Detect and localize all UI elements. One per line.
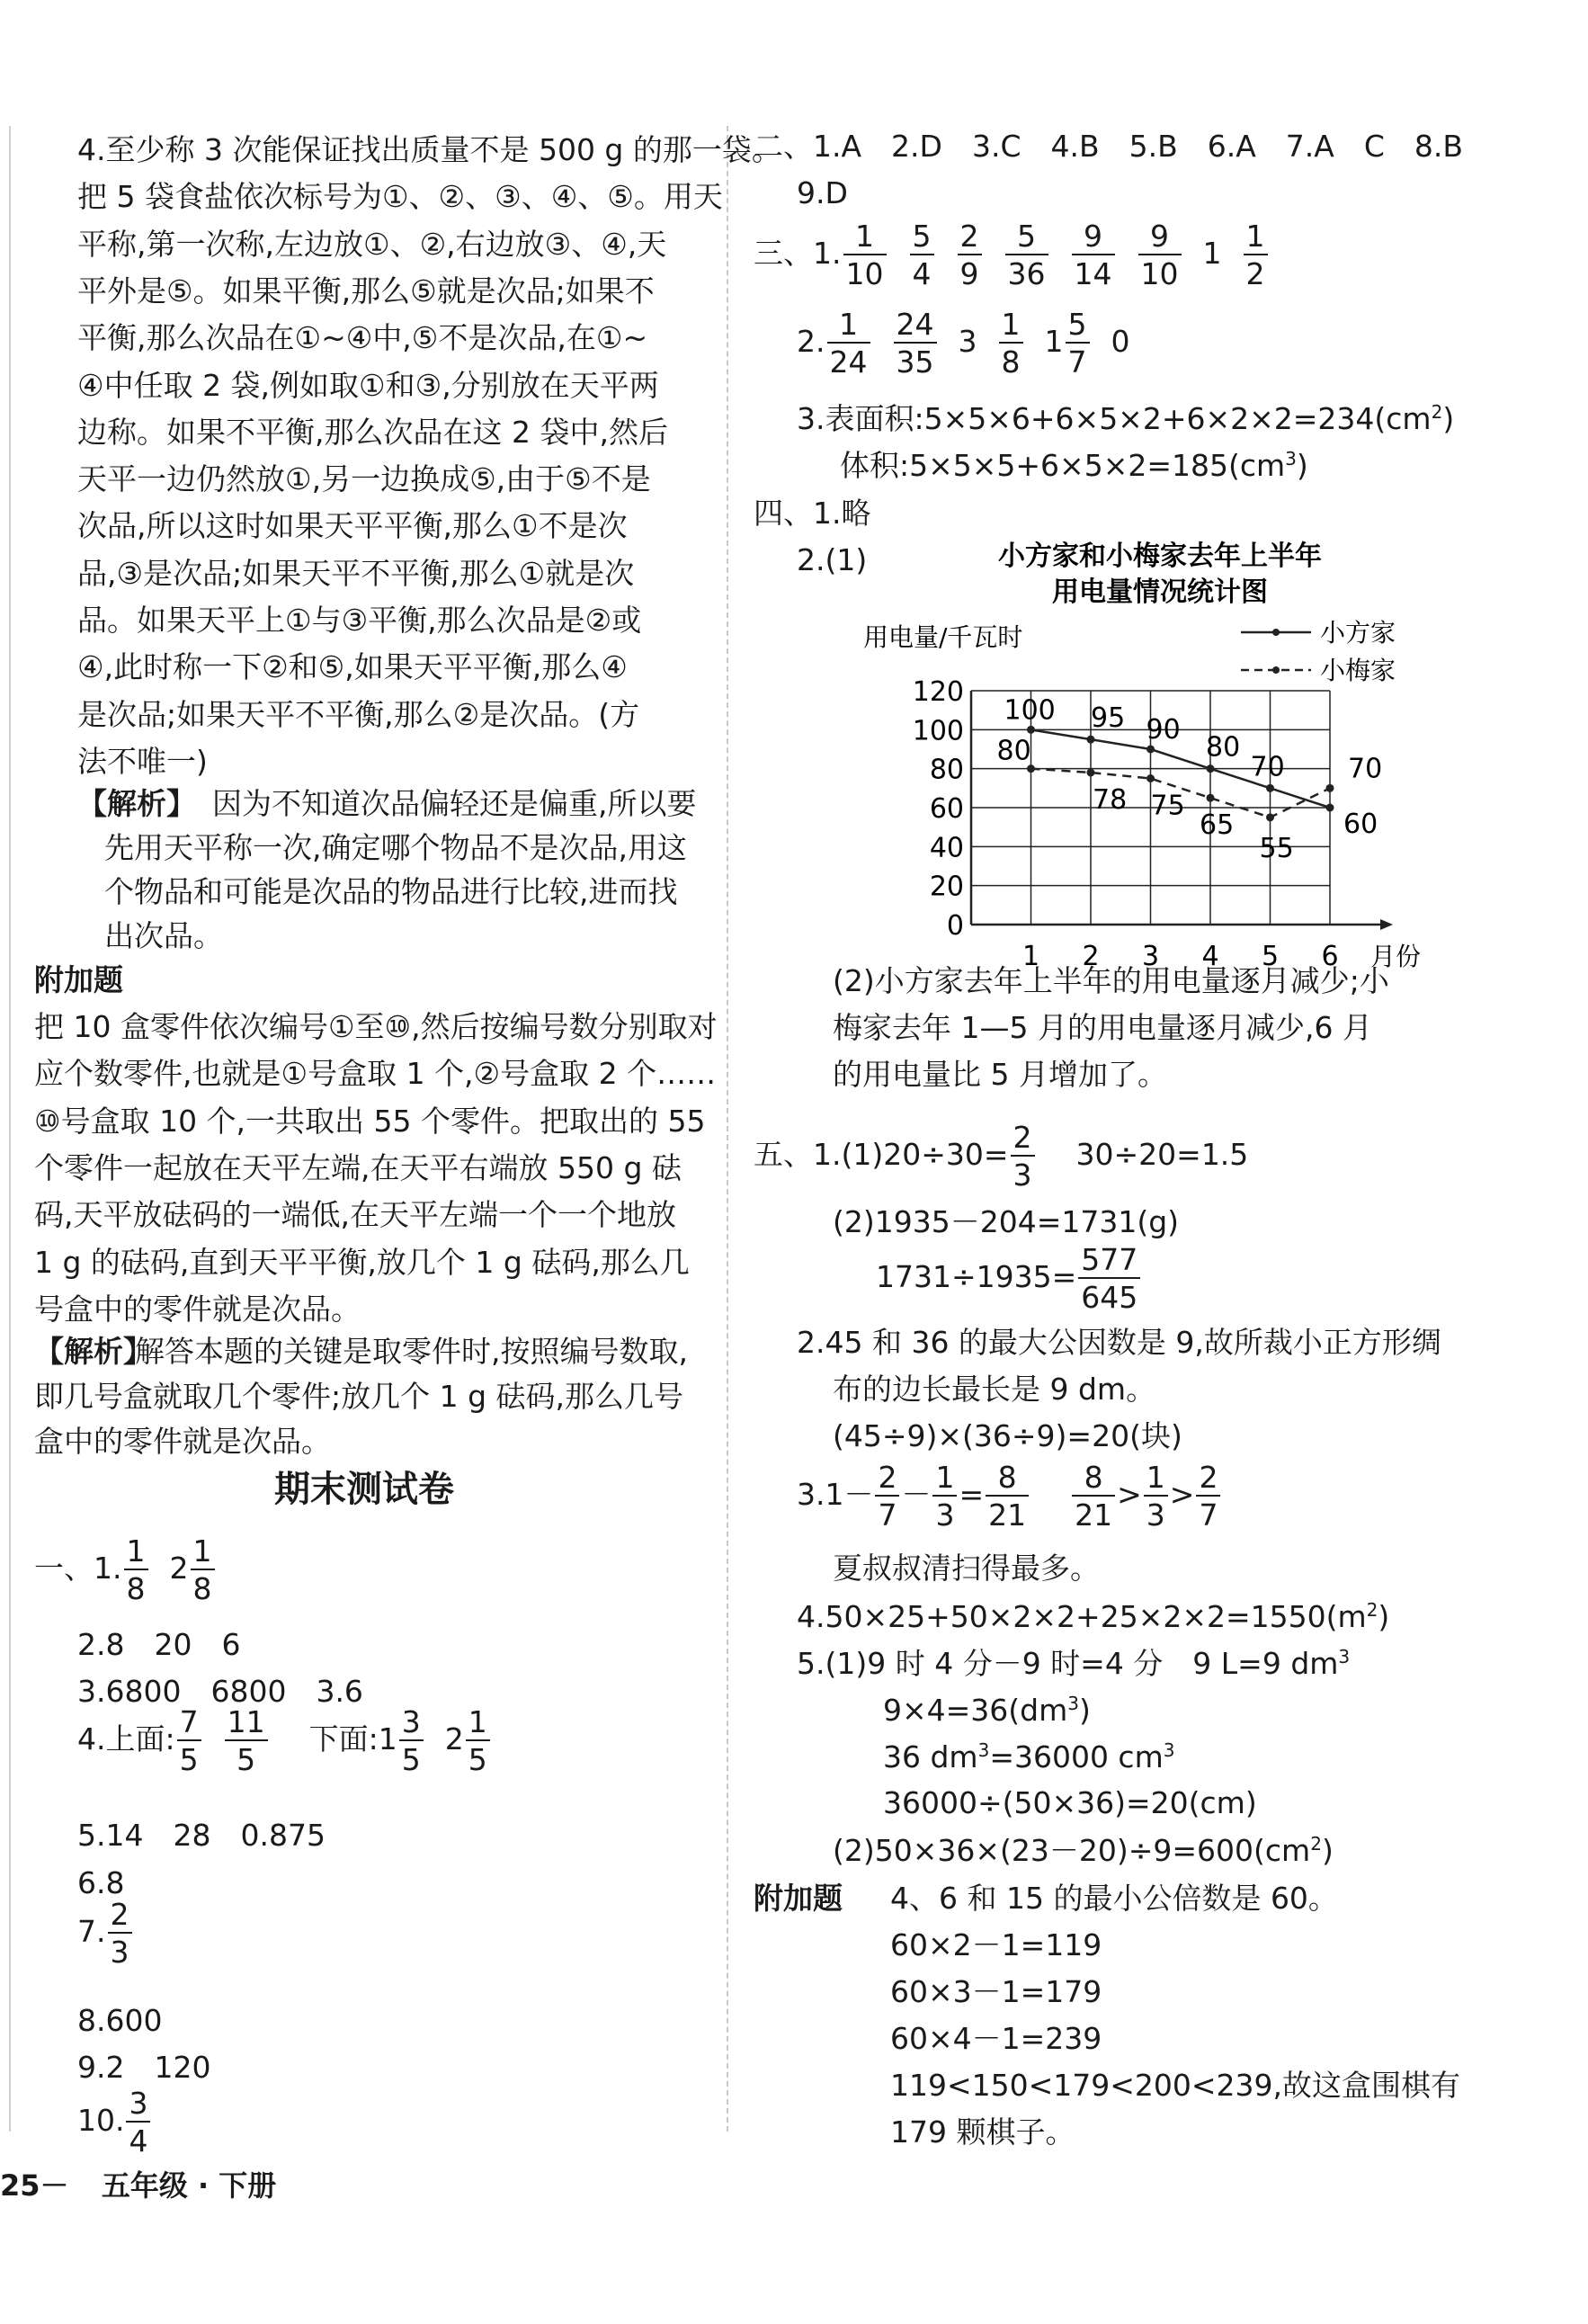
fraction: $\frac{1}{2}$: [1244, 221, 1268, 289]
text-line: 盒中的零件就是次品。: [34, 1424, 331, 1459]
left-edge-line: [9, 126, 11, 2132]
text-line: 先用天平称一次,确定哪个物品不是次品,用这: [104, 830, 687, 865]
text-line: 把 10 盒零件依次编号①至⑩,然后按编号数分别取对: [34, 1009, 718, 1044]
page-number: 25: [0, 2168, 40, 2203]
text-line: 边称。如果不平衡,那么次品在这 2 袋中,然后: [77, 414, 668, 450]
text-line: ④中任取 2 袋,例如取①和③,分别放在天平两: [77, 367, 659, 403]
text-line: 应个数零件,也就是①号盒取 1 个,②号盒取 2 个……: [34, 1056, 717, 1092]
data-label: 70: [1348, 753, 1383, 785]
text-line: 60×4－1=239: [890, 2021, 1102, 2056]
data-label: 80: [1206, 731, 1241, 764]
text-line: 梅家去年 1—5 月的用电量逐月减少,6 月: [833, 1010, 1372, 1045]
fraction: $\frac{2}{7}$: [875, 1462, 899, 1530]
s3-q3-volume: 体积$:5\times 5\times 5+6\times 5\times 2=185(cm^3)$: [840, 448, 1308, 483]
fraction: $\frac{1}{5}$: [466, 1707, 490, 1774]
fraction: $\frac{8}{21}$: [986, 1462, 1029, 1530]
legend-label: 小梅家: [1320, 656, 1396, 685]
s4-q2-label: 2.(1): [797, 542, 868, 577]
fraction: $\frac{9}{14}$: [1072, 221, 1115, 289]
page-footer: 25－ 五年级 · 下册: [0, 2168, 277, 2203]
y-tick-label: 20: [929, 871, 964, 903]
grade-label: 五年级 · 下册: [101, 2168, 277, 2203]
y-axis-label: 用电量/千瓦时: [863, 622, 1023, 652]
fraction: $\frac{24}{35}$: [894, 309, 937, 377]
fraction: $\frac{577}{645}$: [1078, 1245, 1140, 1312]
s5-q1c: 1731÷1935= $\frac{577}{645}$: [876, 1245, 1142, 1312]
legend-marker: [1272, 629, 1280, 636]
analysis-label: 【解析】: [34, 1334, 153, 1369]
text-line: 60×2－1=119: [890, 1927, 1102, 1962]
fraction: $\frac{9}{10}$: [1138, 221, 1182, 289]
y-tick-label: 120: [912, 676, 964, 708]
text-line: 是次品;如果天平不平衡,那么②是次品。(方: [77, 696, 640, 732]
y-tick-label: 100: [912, 715, 964, 747]
data-point: [1266, 813, 1274, 821]
text-line: 平称,第一次称,左边放①、②,右边放③、④,天: [77, 226, 667, 262]
text-line: 法不唯一): [77, 743, 208, 779]
x-tick-label: 4: [1201, 941, 1219, 972]
text-line: 平衡,那么次品在①~④中,⑤不是次品,在①~: [77, 320, 648, 356]
s5-q5-line4: 36000÷(50×36)=20(cm): [883, 1785, 1257, 1820]
data-label: 65: [1200, 809, 1235, 842]
s1-q2: 2.8 20 6: [77, 1627, 241, 1662]
fraction: $\frac{1}{3}$: [932, 1462, 957, 1530]
fraction: $\frac{2}{7}$: [1196, 1462, 1220, 1530]
text-line: 个物品和可能是次品的物品进行比较,进而找: [104, 874, 678, 909]
y-tick-label: 0: [946, 910, 964, 942]
data-point: [1207, 794, 1215, 802]
bonus-heading-left: 附加题: [34, 962, 123, 997]
legend-label: 小方家: [1320, 618, 1396, 648]
fraction: $\frac{11}{5}$: [225, 1707, 268, 1774]
data-point: [1326, 804, 1334, 812]
s1-q6: 6.8: [77, 1865, 125, 1900]
text-line: 品。如果天平上①与③平衡,那么次品是②或: [77, 603, 642, 638]
data-label: 55: [1259, 832, 1294, 864]
text-line: 即几号盒就取几个零件;放几个 1 g 砝码,那么几号: [34, 1379, 684, 1414]
data-point: [1207, 764, 1215, 773]
x-axis-label: 月份: [1370, 942, 1422, 971]
x-tick-label: 1: [1021, 941, 1040, 972]
text-line: 出次品。: [104, 918, 223, 953]
data-label: 90: [1146, 714, 1181, 746]
s5-q4: $4.50\times 25+50\times 2\times 2+25\times 2\times 2=1550(m^2)$: [797, 1599, 1390, 1634]
fraction: $\frac{1}{24}$: [827, 309, 870, 377]
data-point: [1146, 774, 1155, 782]
text-line: 把 5 袋食盐依次标号为①、②、③、④、⑤。用天: [77, 179, 723, 215]
text-line: 4.至少称 3 次能保证找出质量不是 500 g 的那一袋。: [77, 132, 781, 167]
data-label: 100: [1004, 694, 1056, 727]
s5-q5-line2: $9\times 4=36(dm^3)$: [883, 1693, 1091, 1728]
data-point: [1266, 784, 1274, 792]
text-line: 因为不知道次品偏轻还是偏重,所以要: [212, 786, 697, 821]
exam-title: 期末测试卷: [274, 1469, 454, 1510]
s1-q5: 5.14 28 0.875: [77, 1818, 326, 1853]
fraction: $\frac{3}{4}$: [126, 2088, 150, 2156]
data-point: [1027, 726, 1035, 734]
text-line: 179 颗棋子。: [890, 2114, 1075, 2150]
y-tick-label: 40: [929, 832, 964, 864]
text-line: (2)小方家去年上半年的用电量逐月减少;小: [833, 963, 1389, 998]
y-tick-label: 80: [929, 754, 964, 786]
data-label: 70: [1250, 751, 1285, 783]
analysis-label: 【解析】: [77, 786, 196, 821]
text-line: 的用电量比 5 月增加了。: [833, 1057, 1167, 1092]
x-tick-label: 2: [1082, 941, 1100, 972]
data-label: 95: [1091, 702, 1126, 735]
x-tick-label: 6: [1321, 941, 1339, 972]
s1-q10: 10. $\frac{3}{4}$: [77, 2088, 152, 2156]
fraction: $\frac{5}{7}$: [1066, 309, 1090, 377]
fraction: $\frac{1}{10}$: [843, 221, 887, 289]
fraction: $\frac{1}{8}$: [191, 1536, 215, 1604]
text-line: 次品,所以这时如果天平平衡,那么①不是次: [77, 508, 628, 544]
x-tick-label: 5: [1261, 941, 1280, 972]
fraction: $\frac{5}{4}$: [910, 221, 934, 289]
text-line: ⑩号盒取 10 个,一共取出 55 个零件。把取出的 55: [34, 1103, 706, 1139]
fraction: $\frac{7}{5}$: [177, 1707, 201, 1774]
data-point: [1146, 746, 1155, 754]
text-line: 品,③是次品;如果天平不平衡,那么①就是次: [77, 555, 635, 591]
data-label: 78: [1093, 784, 1128, 816]
column-divider: [727, 126, 728, 2132]
fraction: $\frac{2}{3}$: [1011, 1122, 1035, 1190]
text-line: (45÷9)×(36÷9)=20(块): [833, 1418, 1182, 1453]
text-line: 平外是⑤。如果平衡,那么⑤就是次品;如果不: [77, 273, 655, 308]
text-line: 2.45 和 36 的最大公因数是 9,故所裁小正方形绸: [797, 1325, 1441, 1360]
s1-q7: 7. $\frac{2}{3}$: [77, 1899, 134, 1967]
fraction: $\frac{3}{5}$: [399, 1707, 424, 1774]
bonus-heading-right: 附加题: [754, 1881, 843, 1916]
data-label: 75: [1150, 790, 1185, 822]
text-line: 60×3－1=179: [890, 1974, 1102, 2009]
s5-q3-conclusion: 夏叔叔清扫得最多。: [833, 1551, 1100, 1586]
s3-q2: 2. $\frac{1}{24}$ $\frac{24}{35}$ 3 $\frac{1}{8}$ 1 $\frac{5}{7}$ 0: [797, 307, 1130, 380]
chart-title-line2: 用电量情况统计图: [1052, 577, 1268, 608]
text-line: 天平一边仍然放①,另一边换成⑤,由于⑤不是: [77, 461, 651, 497]
fraction: $\frac{5}{36}$: [1005, 221, 1048, 289]
s4-q1: 四、1.略: [754, 496, 871, 531]
s5-q3: 3.1－ $\frac{2}{7}$ － $\frac{1}{3}$ = $\frac{8}{21}$ $\frac{8}{21}$ > $\frac{1}{3}$ > $\frac{2}{7}$: [797, 1462, 1222, 1530]
s5-q5-line3: 36 $dm^3=36000$ $cm^3$: [883, 1739, 1175, 1774]
s5-q1b: (2)1935－204=1731(g): [833, 1204, 1180, 1239]
x-axis-arrow: [1380, 919, 1393, 930]
s1-q9: 9.2 120: [77, 2050, 211, 2085]
s1-q1: 一、1. $\frac{1}{8}$ 2 $\frac{1}{8}$: [34, 1536, 217, 1604]
text-line: ④,此时称一下②和⑤,如果天平平衡,那么④: [77, 649, 628, 685]
s1-q3: 3.6800 6800 3.6: [77, 1674, 363, 1709]
data-point: [1087, 769, 1095, 777]
fraction: $\frac{1}{8}$: [999, 309, 1023, 377]
text-line: 解答本题的关键是取零件时,按照编号数取,: [135, 1334, 688, 1369]
chart-title-line1: 小方家和小梅家去年上半年: [998, 541, 1322, 572]
y-tick-label: 60: [929, 793, 964, 825]
fraction: $\frac{1}{3}$: [1144, 1462, 1168, 1530]
fraction: $\frac{2}{3}$: [108, 1899, 132, 1967]
text-line: 个零件一起放在天平左端,在天平右端放 550 g 砝: [34, 1149, 682, 1185]
text-line: 4、6 和 15 的最小公倍数是 60。: [890, 1881, 1338, 1916]
data-label: 80: [996, 735, 1031, 767]
fraction: $\frac{2}{9}$: [958, 221, 982, 289]
s5-q5-line5: $(2)50\times 36\times(23-20)\div 9=600(cm^2)$: [833, 1833, 1334, 1868]
electricity-line-chart: [863, 538, 1583, 979]
s3-q3-surface: 3.表面积$:5\times 5\times 6+6\times 5\times 2+6\times 2\times 2=234(cm^2)$: [797, 401, 1455, 436]
text-line: 119<150<179<200<239,故这盒围棋有: [890, 2068, 1461, 2103]
s5-q1a: 五、1.(1)20÷30= $\frac{2}{3}$ 30÷20=1.5: [754, 1120, 1249, 1193]
s1-q8: 8.600: [77, 2003, 163, 2038]
s3-q1: 三、1. $\frac{1}{10}$ $\frac{5}{4}$ $\frac{2}{9}$ $\frac{5}{36}$ $\frac{9}{14}$ $\frac{9}{10}$ 1 $\frac{1}{2}$: [754, 221, 1270, 289]
s5-q5-line1: 5.(1)9 时 4 分－9 时=4 分 9 L=9 $dm^3$: [797, 1646, 1351, 1681]
s1-q4: 4.上面: $\frac{7}{5}$ $\frac{11}{5}$ 下面:1 $\frac{3}{5}$ 2 $\frac{1}{5}$: [77, 1707, 492, 1774]
x-tick-label: 3: [1141, 941, 1160, 972]
text-line: 号盒中的零件就是次品。: [34, 1291, 361, 1327]
s2-line2: 9.D: [797, 175, 848, 210]
fraction: $\frac{1}{8}$: [124, 1536, 148, 1604]
data-label: 60: [1343, 809, 1378, 840]
s2-line1: 二、1.A 2.D 3.C 4.B 5.B 6.A 7.A C 8.B: [754, 129, 1464, 164]
text-line: 码,天平放砝码的一端低,在天平左端一个一个地放: [34, 1197, 676, 1233]
legend-marker: [1272, 666, 1280, 674]
text-line: 1 g 的砝码,直到天平平衡,放几个 1 g 砝码,那么几: [34, 1244, 690, 1280]
data-point: [1087, 736, 1095, 744]
s1-label: 一、1.: [34, 1551, 122, 1586]
text-line: 布的边长最长是 9 dm。: [833, 1372, 1156, 1407]
data-point: [1326, 784, 1334, 792]
fraction: $\frac{8}{21}$: [1072, 1462, 1115, 1530]
